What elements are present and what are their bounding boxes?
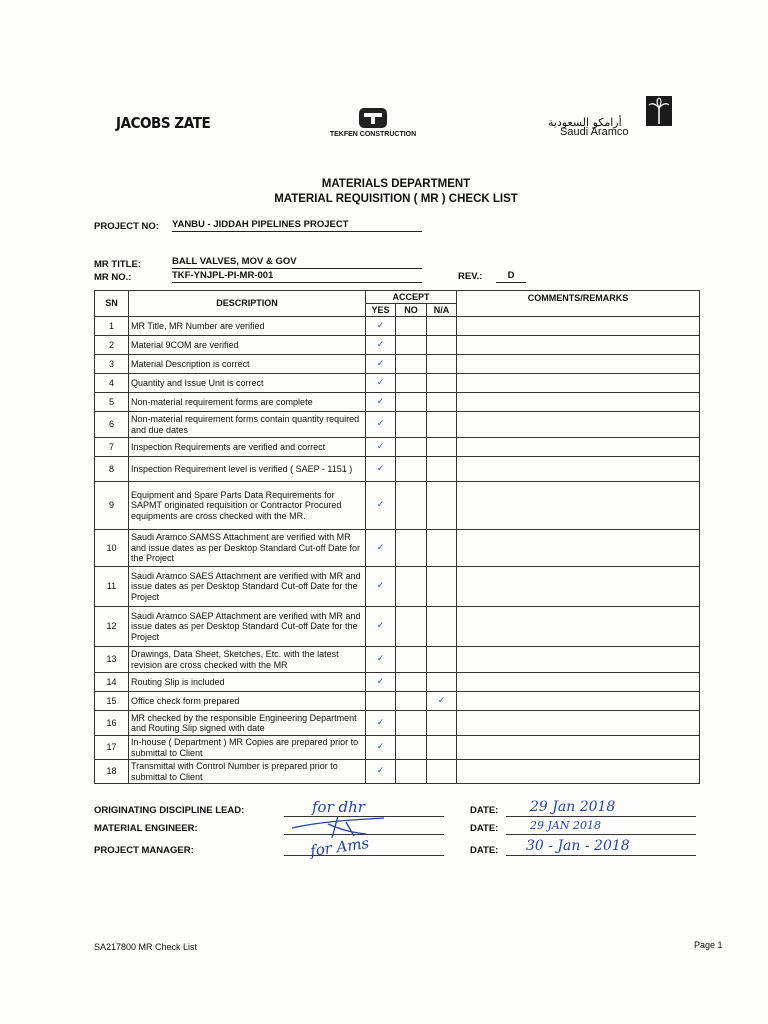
na-cell — [427, 412, 457, 438]
comment-cell — [457, 736, 700, 760]
na-cell — [427, 438, 457, 457]
row-description: Saudi Aramco SAMSS Attachment are verified with MR and issue dates as per Desktop Standard Cut-off Date for the Project — [129, 530, 366, 567]
row-sn: 9 — [95, 482, 129, 530]
row-sn: 1 — [95, 317, 129, 336]
row-sn: 6 — [95, 412, 129, 438]
yes-check-icon: ✓ — [366, 647, 396, 673]
row-sn: 5 — [95, 393, 129, 412]
date-value-lead: 29 Jan 2018 — [530, 799, 616, 815]
row-description: MR Title, MR Number are verified — [129, 317, 366, 336]
row-description: Equipment and Spare Parts Data Requirements for SAPMT originated requisition or Contractor Procured equipments are cross checked with the MR. — [129, 482, 366, 530]
table-row — [95, 736, 700, 760]
row-sn: 13 — [95, 647, 129, 673]
comment-cell — [457, 438, 700, 457]
lead-signature: for dhr — [312, 798, 365, 816]
comment-cell — [457, 374, 700, 393]
header-comments: COMMENTS/REMARKS — [457, 291, 700, 317]
row-description: Material 9COM are verified — [129, 336, 366, 355]
comment-cell — [457, 567, 700, 607]
checklist-table — [94, 290, 700, 784]
no-cell — [396, 393, 427, 412]
comment-cell — [457, 711, 700, 736]
comment-cell — [457, 647, 700, 673]
row-sn: 17 — [95, 736, 129, 760]
row-description: Non-material requirement forms are complete — [129, 393, 366, 412]
row-sn: 7 — [95, 438, 129, 457]
date-label-lead: DATE: — [470, 805, 499, 816]
yes-cell — [366, 692, 396, 711]
yes-check-icon: ✓ — [366, 412, 396, 438]
yes-check-icon: ✓ — [366, 482, 396, 530]
na-cell — [427, 482, 457, 530]
no-cell — [396, 736, 427, 760]
na-cell — [427, 374, 457, 393]
comment-cell — [457, 412, 700, 438]
date-line-manager — [506, 855, 696, 856]
row-description: Drawings, Data Sheet, Sketches, Etc. with the latest revision are cross checked with the MR — [129, 647, 366, 673]
project-manager-label: PROJECT MANAGER: — [94, 845, 194, 856]
yes-check-icon: ✓ — [366, 438, 396, 457]
no-cell — [396, 457, 427, 482]
row-sn: 16 — [95, 711, 129, 736]
comment-cell — [457, 457, 700, 482]
date-label-manager: DATE: — [470, 845, 499, 856]
tekfen-badge-icon — [359, 108, 387, 128]
date-value-engineer: 29 JAN 2018 — [530, 819, 601, 832]
table-row — [95, 374, 700, 393]
rev-value: D — [496, 270, 526, 283]
row-description: Saudi Aramco SAEP Attachment are verified with MR and issue dates as per Desktop Standard Cut-off Date for the Project — [129, 607, 366, 647]
row-description: In-house ( Department ) MR Copies are prepared prior to submittal to Client — [129, 736, 366, 760]
date-line-lead — [506, 816, 696, 817]
na-cell — [427, 457, 457, 482]
row-sn: 18 — [95, 760, 129, 784]
row-sn: 2 — [95, 336, 129, 355]
footer-page-number: Page 1 — [694, 940, 723, 950]
no-cell — [396, 412, 427, 438]
header-accept: ACCEPT — [366, 291, 457, 304]
comment-cell — [457, 482, 700, 530]
na-cell — [427, 393, 457, 412]
table-row — [95, 438, 700, 457]
no-cell — [396, 438, 427, 457]
comment-cell — [457, 673, 700, 692]
yes-check-icon: ✓ — [366, 607, 396, 647]
saudi-aramco-latin: Saudi Aramco — [560, 126, 629, 138]
yes-check-icon: ✓ — [366, 336, 396, 355]
discipline-lead-label: ORIGINATING DISCIPLINE LEAD: — [94, 805, 245, 816]
no-cell — [396, 567, 427, 607]
row-sn: 3 — [95, 355, 129, 374]
no-cell — [396, 673, 427, 692]
project-no-label: PROJECT NO: — [94, 221, 159, 232]
row-sn: 15 — [95, 692, 129, 711]
row-description: Office check form prepared — [129, 692, 366, 711]
date-value-manager: 30 - Jan - 2018 — [526, 838, 630, 854]
header-no: NO — [396, 304, 427, 317]
material-engineer-label: MATERIAL ENGINEER: — [94, 823, 198, 834]
comment-cell — [457, 336, 700, 355]
na-cell — [427, 355, 457, 374]
header-na: N/A — [427, 304, 457, 317]
table-row — [95, 567, 700, 607]
yes-check-icon: ✓ — [366, 711, 396, 736]
no-cell — [396, 317, 427, 336]
na-cell — [427, 567, 457, 607]
yes-check-icon: ✓ — [366, 567, 396, 607]
table-row — [95, 412, 700, 438]
row-description: Non-material requirement forms contain quantity required and due dates — [129, 412, 366, 438]
table-row — [95, 692, 700, 711]
tekfen-logo — [318, 108, 428, 138]
header-yes: YES — [366, 304, 396, 317]
row-description: Material Description is correct — [129, 355, 366, 374]
table-row — [95, 482, 700, 530]
row-description: Routing Slip is included — [129, 673, 366, 692]
footer-doc-id: SA217800 MR Check List — [94, 942, 198, 952]
yes-check-icon: ✓ — [366, 736, 396, 760]
date-line-engineer — [506, 834, 696, 835]
no-cell — [396, 355, 427, 374]
row-description: Quantity and Issue Unit is correct — [129, 374, 366, 393]
no-cell — [396, 482, 427, 530]
no-cell — [396, 760, 427, 784]
saudi-aramco-arabic: أرامكو السعودية — [548, 116, 622, 129]
comment-cell — [457, 317, 700, 336]
table-row — [95, 711, 700, 736]
row-description: Inspection Requirement level is verified ( SAEP - 1151 ) — [129, 457, 366, 482]
row-description: Inspection Requirements are verified and correct — [129, 438, 366, 457]
no-cell — [396, 692, 427, 711]
comment-cell — [457, 393, 700, 412]
comment-cell — [457, 355, 700, 374]
table-row — [95, 760, 700, 784]
table-row — [95, 336, 700, 355]
table-row — [95, 673, 700, 692]
yes-check-icon: ✓ — [366, 673, 396, 692]
no-cell — [396, 711, 427, 736]
header-description: DESCRIPTION — [129, 291, 366, 317]
row-sn: 8 — [95, 457, 129, 482]
row-sn: 10 — [95, 530, 129, 567]
no-cell — [396, 374, 427, 393]
no-cell — [396, 607, 427, 647]
yes-check-icon: ✓ — [366, 374, 396, 393]
row-sn: 12 — [95, 607, 129, 647]
yes-check-icon: ✓ — [366, 355, 396, 374]
mr-no-value: TKF-YNJPL-PI-MR-001 — [172, 270, 422, 283]
na-cell — [427, 530, 457, 567]
table-row — [95, 457, 700, 482]
na-cell — [427, 647, 457, 673]
table-row — [95, 607, 700, 647]
comment-cell — [457, 607, 700, 647]
table-row — [95, 393, 700, 412]
na-cell — [427, 711, 457, 736]
na-cell — [427, 607, 457, 647]
yes-check-icon: ✓ — [366, 457, 396, 482]
table-row — [95, 647, 700, 673]
na-cell — [427, 336, 457, 355]
na-cell — [427, 736, 457, 760]
comment-cell — [457, 530, 700, 567]
project-no-value: YANBU - JIDDAH PIPELINES PROJECT — [172, 219, 422, 232]
yes-check-icon: ✓ — [366, 317, 396, 336]
yes-check-icon: ✓ — [366, 393, 396, 412]
row-description: MR checked by the responsible Engineering Department and Routing Slip signed with date — [129, 711, 366, 736]
table-row — [95, 317, 700, 336]
aramco-palm-icon — [646, 96, 672, 126]
tekfen-name: TEKFEN CONSTRUCTION — [329, 131, 417, 138]
comment-cell — [457, 760, 700, 784]
na-cell — [427, 673, 457, 692]
mr-no-label: MR NO.: — [94, 272, 132, 283]
manager-signature-line — [284, 855, 444, 856]
mr-title-value: BALL VALVES, MOV & GOV — [172, 256, 422, 269]
manager-signature: for Ams — [309, 833, 371, 861]
row-sn: 14 — [95, 673, 129, 692]
yes-check-icon: ✓ — [366, 760, 396, 784]
na-cell — [427, 317, 457, 336]
no-cell — [396, 530, 427, 567]
no-cell — [396, 336, 427, 355]
row-sn: 4 — [95, 374, 129, 393]
header-sn: SN — [95, 291, 129, 317]
no-cell — [396, 647, 427, 673]
document-title-checklist: MATERIAL REQUISITION ( MR ) CHECK LIST — [274, 193, 518, 205]
na-cell — [427, 760, 457, 784]
na-check-icon: ✓ — [427, 692, 457, 711]
row-description: Transmittal with Control Number is prepared prior to submittal to Client — [129, 760, 366, 784]
row-description: Saudi Aramco SAES Attachment are verified with MR and issue dates as per Desktop Standard Cut-off Date for the Project — [129, 567, 366, 607]
jacobs-zate-logo: JACOBS ZATE — [116, 114, 211, 132]
yes-check-icon: ✓ — [366, 530, 396, 567]
table-row — [95, 530, 700, 567]
mr-title-label: MR TITLE: — [94, 259, 141, 270]
document-title-department: MATERIALS DEPARTMENT — [321, 178, 471, 190]
comment-cell — [457, 692, 700, 711]
date-label-engineer: DATE: — [470, 823, 499, 834]
row-sn: 11 — [95, 567, 129, 607]
rev-label: REV.: — [458, 271, 483, 282]
table-row — [95, 355, 700, 374]
